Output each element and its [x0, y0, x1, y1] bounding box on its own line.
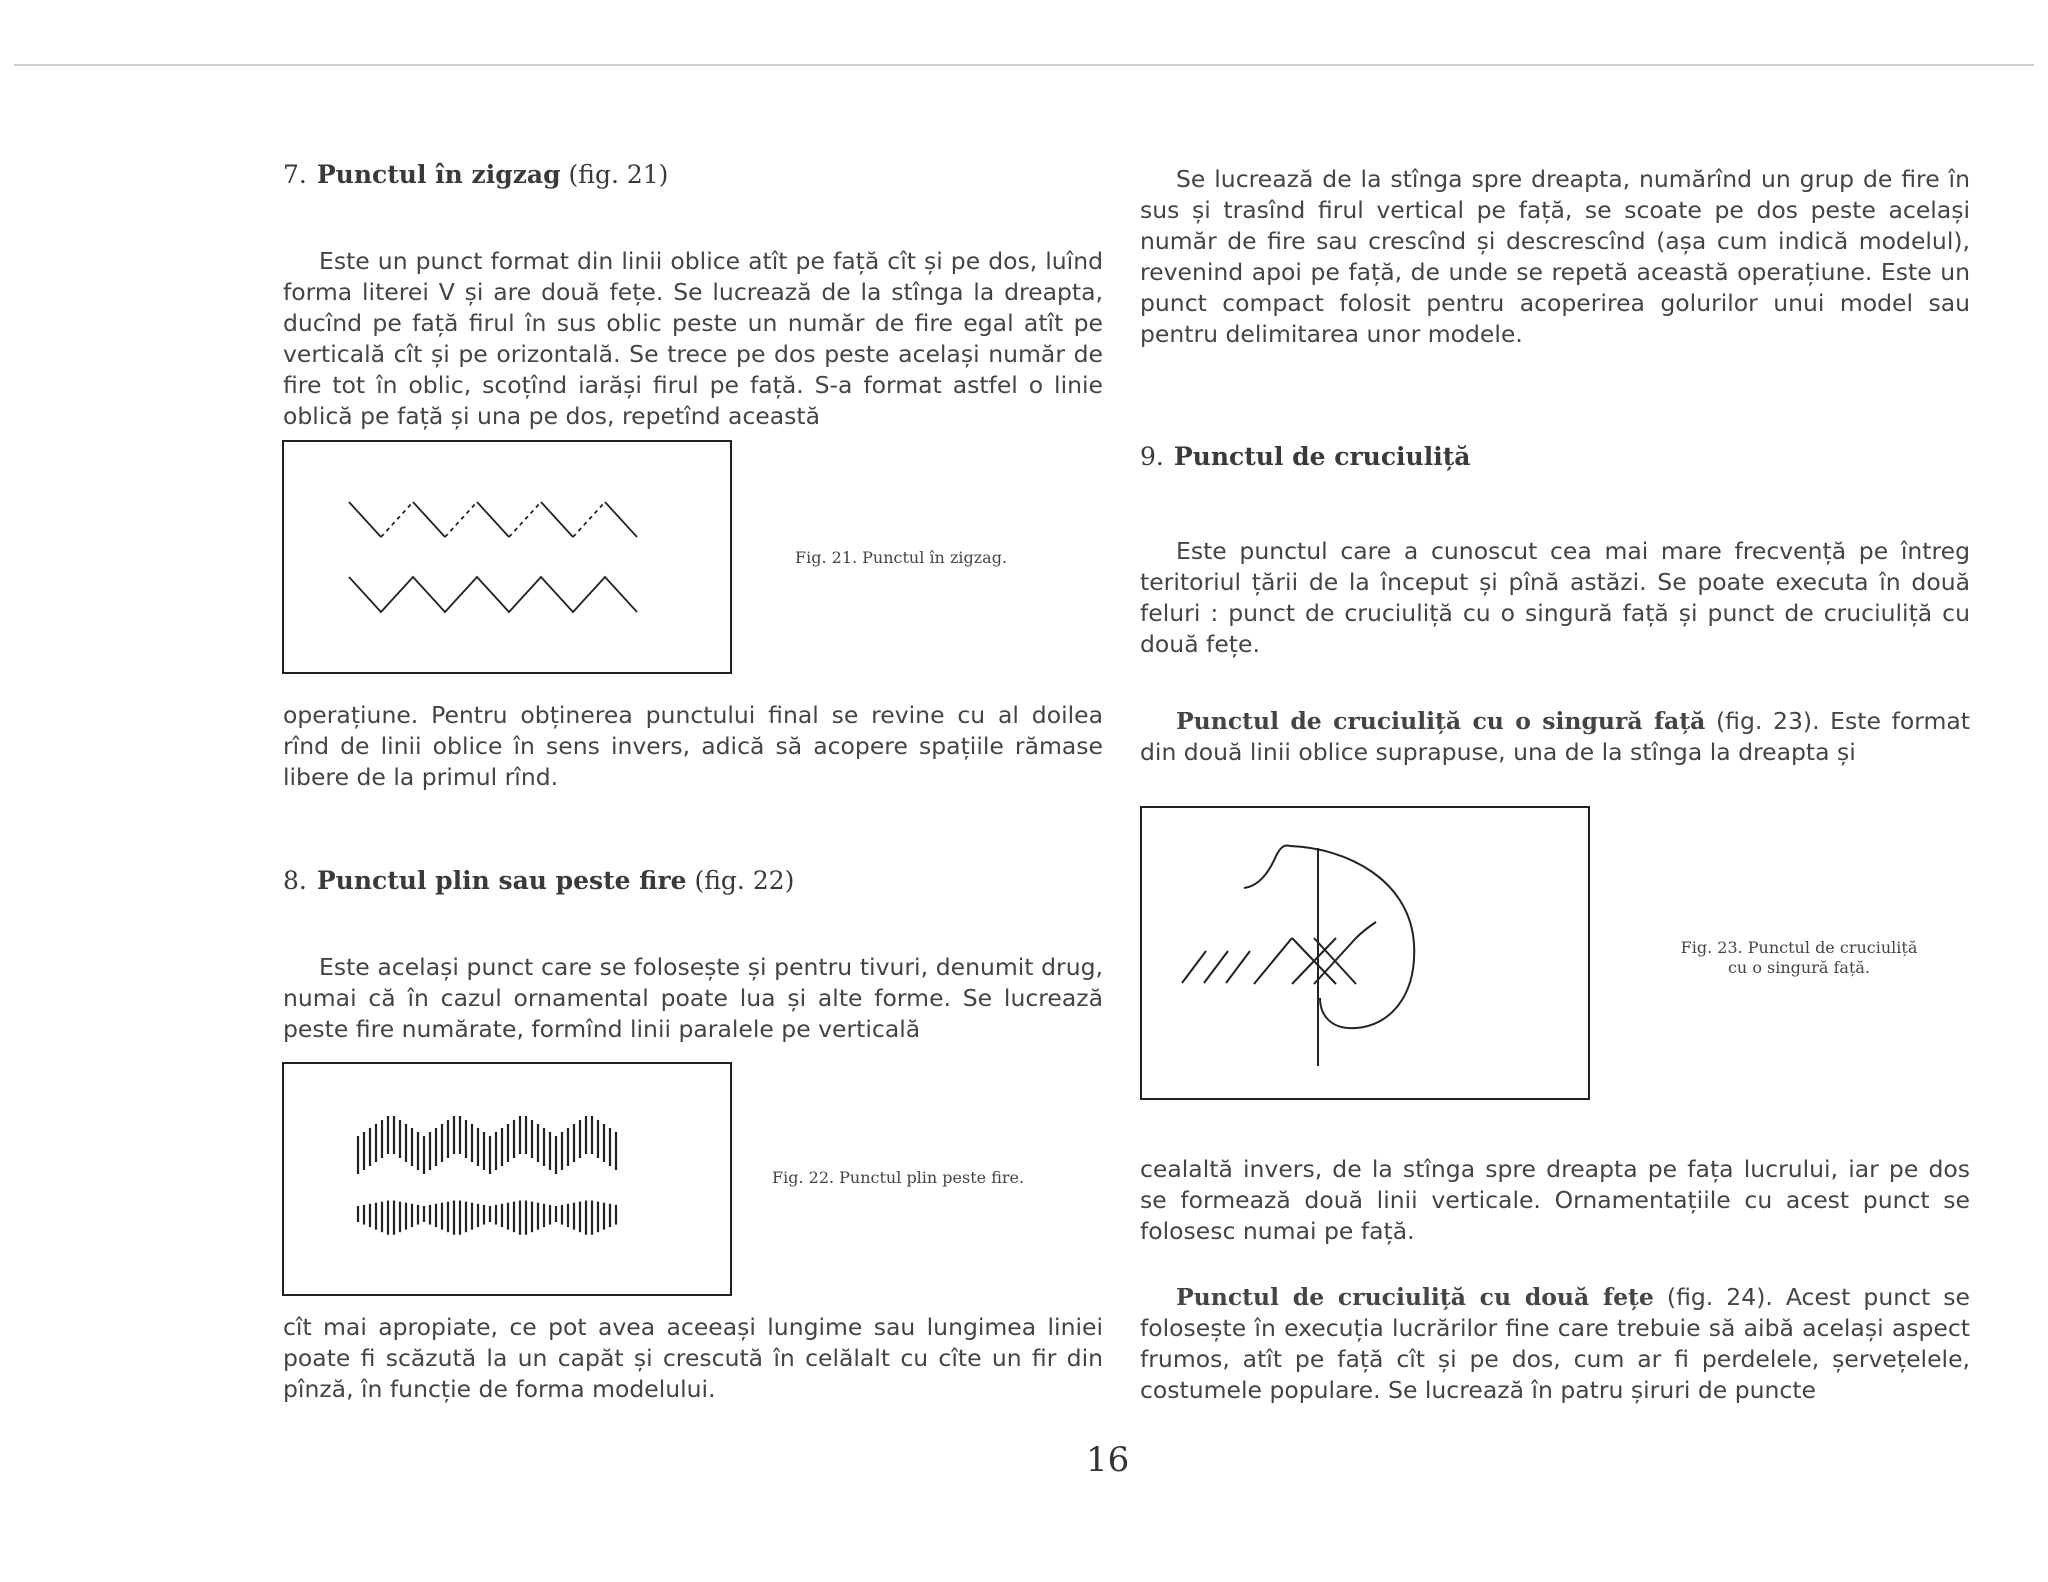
figure-22-caption: Fig. 22. Punctul plin peste fire. [772, 1168, 1025, 1187]
figure-23-caption-line-2: cu o singură față. [1727, 958, 1871, 977]
page-number: 16 [1086, 1440, 1130, 1480]
figure-23-box [1140, 806, 1590, 1100]
figure-21-caption: Fig. 21. Punctul în zigzag. [795, 548, 1008, 567]
top-rule [14, 64, 2034, 66]
section-7-ref: (fig. 21) [568, 160, 669, 189]
figure-21-zigzag-drawing [284, 442, 734, 676]
section-8-paragraph-2: cît mai apropiate, ce pot avea aceeași lungime sau lungimea liniei poate fi scăzută la un capăt și crescută în celălalt cu cîte un fir din pînză, în funcție de forma modelului. [283, 1313, 1103, 1403]
subsection-double-face-title: Punctul de cruciuliță cu două fețe [1176, 1283, 1654, 1311]
figure-22-satin-stitch-drawing [284, 1064, 734, 1298]
section-7-paragraph-1: Este un punct format din linii oblice atît pe față cît și pe dos, luînd forma literei V și are două fețe. Se lucrează de la stînga la dreapta, ducînd pe față firul în sus oblic peste un număr de fire egal atît pe verticală cît și pe orizontală. Se trece pe dos peste același număr de fire tot în oblic, scoțînd iarăși firul pe față. S-a format astfel o linie oblică pe față și una pe dos, repetînd această [283, 247, 1103, 430]
section-9-number: 9. [1140, 442, 1164, 471]
section-7-heading [283, 160, 668, 190]
section-8-title: Punctul plin sau peste fire [316, 866, 687, 895]
section-8-paragraph-1: Este același punct care se folosește și pentru tivuri, denumit drug, numai că în cazul ornamental poate lua și alte forme. Se lucrează peste fire numărate, formînd linii paralele pe verticală [283, 953, 1103, 1043]
section-9-title: Punctul de cruciuliță [1173, 442, 1471, 471]
subsection-single-face-continuation: cealaltă invers, de la stînga spre dreapta pe fața lucrului, iar pe dos se formează două linii verticale. Ornamentațiile cu acest punct se folosesc numai pe față. [1140, 1155, 1970, 1245]
section-8-heading [283, 866, 794, 896]
subsection-single-face-title: Punctul de cruciuliță cu o singură față [1176, 707, 1706, 735]
section-7-paragraph-2: operațiune. Pentru obținerea punctului final se revine cu al doilea rînd de linii oblice în sens invers, adică să acopere spațiile rămase libere de la primul rînd. [283, 701, 1103, 791]
section-9-paragraph-1: Este punctul care a cunoscut cea mai mare frecvență pe întreg teritoriul țării de la început și pînă astăzi. Se poate executa în două feluri : punct de cruciuliță cu o singură față și punct de cruciuliță cu două fețe. [1140, 537, 1970, 658]
section-7-title: Punctul în zigzag [316, 160, 561, 189]
figure-23-caption [1634, 938, 1964, 978]
section-8-number: 8. [283, 866, 307, 895]
section-8-ref: (fig. 22) [694, 866, 795, 895]
figure-21-box [282, 440, 732, 674]
figure-23-caption-line-1: Fig. 23. Punctul de cruciuliță [1680, 938, 1918, 957]
section-7-number: 7. [283, 160, 307, 189]
figure-22-box [282, 1062, 732, 1296]
subsection-double-face-paragraph: Punctul de cruciuliță cu două fețe (fig. 24). Acest punct se folosește în execuția lucrărilor fine care trebuie să aibă același aspect frumos, atît pe față cît și pe dos, cum ar fi perdelele, șervețelele, costumele populare. Se lucrează în patru șiruri de puncte [1140, 1283, 1970, 1404]
subsection-single-face-paragraph: Punctul de cruciuliță cu o singură față (fig. 23). Este format din două linii oblice suprapuse, una de la stînga la dreapta și [1140, 707, 1970, 766]
figure-23-cross-stitch-drawing [1142, 808, 1592, 1102]
section-9-heading [1140, 442, 1470, 472]
right-top-paragraph: Se lucrează de la stînga spre dreapta, numărînd un grup de fire în sus și trasînd firul vertical pe față, se scoate pe dos peste același număr de fire sau crescînd și descrescînd (așa cum indică modelul), revenind apoi pe față, de unde se repetă această operațiune. Este un punct compact folosit pentru acoperirea golurilor unui model sau pentru delimitarea unor modele. [1140, 165, 1970, 348]
